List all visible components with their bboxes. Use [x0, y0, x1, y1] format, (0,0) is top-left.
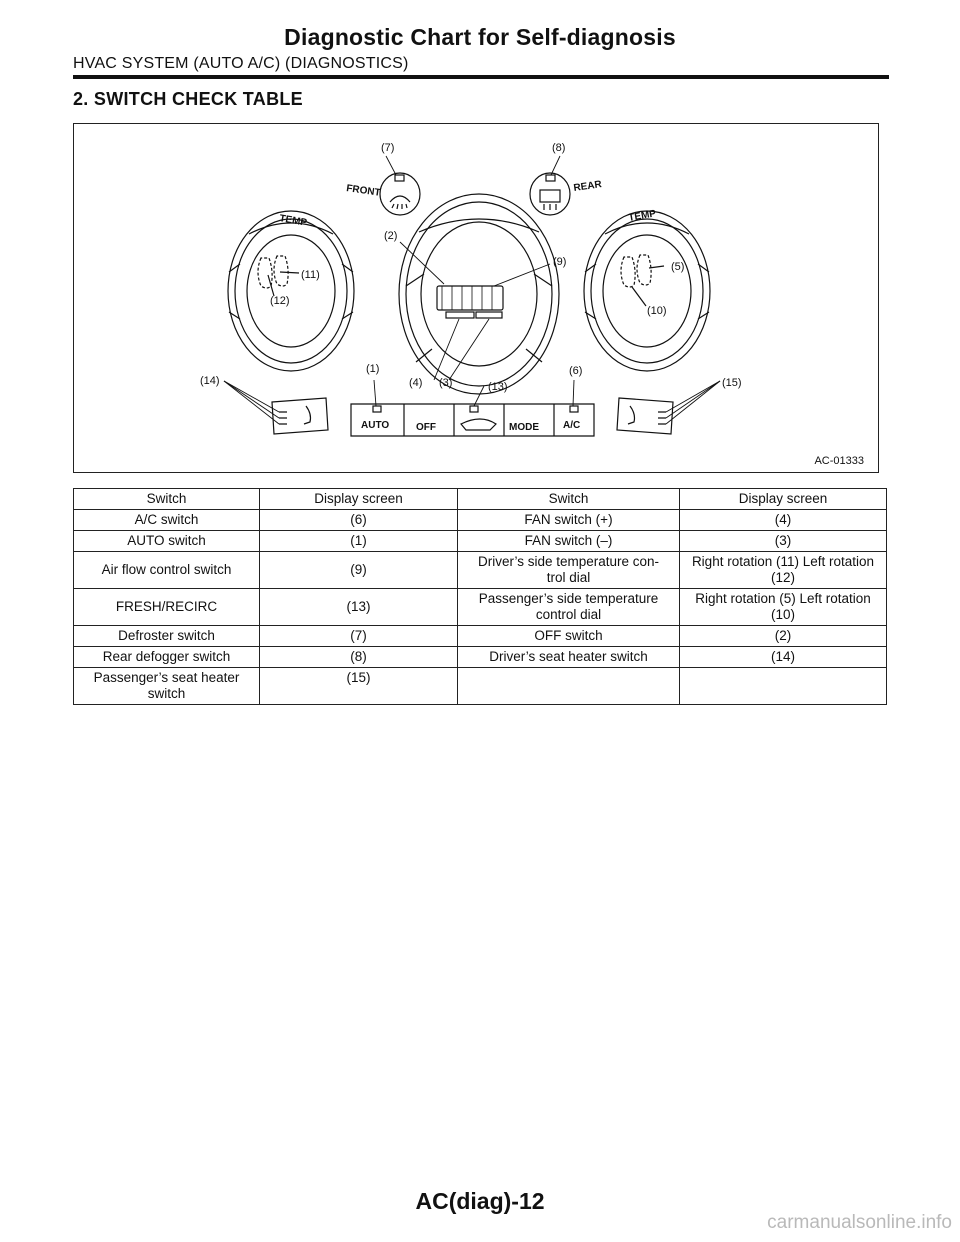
table-cell: (7): [260, 626, 458, 647]
table-cell: [680, 668, 887, 705]
off-label: OFF: [416, 422, 436, 433]
table-cell: (6): [260, 510, 458, 531]
driver-temp-label: TEMP: [278, 213, 308, 229]
table-row: [74, 647, 887, 668]
table-cell: Passenger’s side temperature control dial: [458, 589, 680, 626]
table-cell: (3): [680, 531, 887, 552]
table-row: [74, 552, 887, 589]
table-cell: (14): [680, 647, 887, 668]
auto-label: AUTO: [361, 420, 390, 431]
callout-8: (8): [552, 142, 566, 154]
table-cell: Passenger’s seat heater switch: [74, 668, 260, 705]
table-cell: Driver’s seat heater switch: [458, 647, 680, 668]
fan-control-dial: [399, 194, 559, 394]
header-rule: [73, 75, 889, 79]
table-cell: Right rotation (11) Left rotation (12): [680, 552, 887, 589]
callout-6: (6): [569, 365, 583, 377]
table-row: [74, 510, 887, 531]
table-cell: Driver’s side temperature con- trol dial: [458, 552, 680, 589]
callout-1: (1): [366, 363, 380, 375]
header-switch-2: Switch: [458, 489, 680, 510]
mode-label: MODE: [509, 422, 539, 433]
passenger-seat-heater-button: [617, 398, 673, 434]
table-cell: Defroster switch: [74, 626, 260, 647]
passenger-temp-dial: [584, 211, 710, 371]
callout-4: (4): [409, 377, 423, 389]
front-defroster-button: [380, 173, 420, 215]
table-cell: Air flow control switch: [74, 552, 260, 589]
table-cell: (1): [260, 531, 458, 552]
table-cell: FAN switch (–): [458, 531, 680, 552]
page-title: Diagnostic Chart for Self-diagnosis: [284, 24, 676, 50]
driver-temp-dial: [228, 211, 354, 371]
table-cell: (15): [260, 668, 458, 705]
table-cell: A/C switch: [74, 510, 260, 531]
callout-9: (9): [553, 256, 567, 268]
table-cell: AUTO switch: [74, 531, 260, 552]
hvac-panel-figure: [73, 123, 879, 473]
header-display-screen: Display screen: [260, 489, 458, 510]
rear-label: REAR: [572, 179, 603, 194]
header-display-screen-2: Display screen: [680, 489, 887, 510]
hvac-panel-illustration: [74, 124, 880, 474]
callout-15: (15): [722, 377, 742, 389]
table-row: [74, 531, 887, 552]
callout-2: (2): [384, 230, 398, 242]
table-row: [74, 668, 887, 705]
section-heading: 2. SWITCH CHECK TABLE: [73, 89, 303, 109]
rear-defogger-button: [530, 173, 570, 215]
table-body: [74, 510, 887, 705]
table-row: [74, 626, 887, 647]
table-cell: (4): [680, 510, 887, 531]
table-cell: Rear defogger switch: [74, 647, 260, 668]
callout-14: (14): [200, 375, 220, 387]
callout-12: (12): [270, 295, 290, 307]
table-header-row: [74, 489, 887, 510]
section-header: HVAC SYSTEM (AUTO A/C) (DIAGNOSTICS): [73, 55, 409, 72]
table-cell: (2): [680, 626, 887, 647]
table-row: [74, 589, 887, 626]
table-cell: OFF switch: [458, 626, 680, 647]
table-cell: FAN switch (+): [458, 510, 680, 531]
table-cell: (9): [260, 552, 458, 589]
header-switch: Switch: [74, 489, 260, 510]
driver-seat-heater-button: [272, 398, 328, 434]
callout-10: (10): [647, 305, 667, 317]
watermark: carmanualsonline.info: [767, 1212, 952, 1233]
callout-3: (3): [439, 377, 453, 389]
front-label: FRONT: [345, 183, 382, 199]
figure-id: AC-01333: [814, 455, 864, 467]
page-number: AC(diag)-12: [415, 1188, 545, 1214]
passenger-temp-label: TEMP: [627, 208, 657, 224]
table-cell: [458, 668, 680, 705]
table-cell: FRESH/RECIRC: [74, 589, 260, 626]
table-cell: (13): [260, 589, 458, 626]
ac-label: A/C: [563, 420, 581, 431]
switch-check-table: [73, 488, 887, 705]
callout-7: (7): [381, 142, 395, 154]
callout-13: (13): [488, 381, 508, 393]
table-cell: (8): [260, 647, 458, 668]
callout-11: (11): [301, 269, 320, 281]
table-cell: Right rotation (5) Left rotation (10): [680, 589, 887, 626]
callout-5: (5): [671, 261, 685, 273]
